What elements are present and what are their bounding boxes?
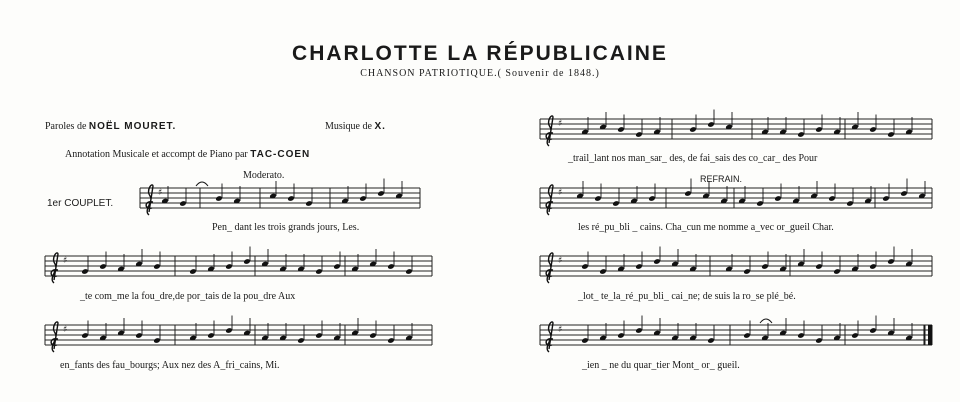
- treble-clef-icon: [546, 116, 553, 146]
- music-label: Musique de: [325, 121, 372, 132]
- fermata-icon: [760, 319, 772, 323]
- lyricist-name: NOËL MOURET.: [88, 121, 177, 132]
- final-barline: [928, 325, 932, 345]
- arranger-name: TAC-COEN: [250, 149, 311, 160]
- key-sharp-icon: ♯: [63, 325, 68, 335]
- song-subtitle: CHANSON PATRIOTIQUE.( Souvenir de 1848.): [360, 68, 600, 79]
- lyrics-line-4: _trail_lant nos man_sar_ des, de fai_sais des co_car_ des Pour: [568, 153, 818, 164]
- treble-clef-icon: [546, 253, 553, 283]
- key-sharp-icon: ♯: [158, 188, 163, 198]
- couplet-label: 1er COUPLET.: [47, 198, 114, 209]
- treble-clef-icon: [51, 253, 58, 283]
- lyrics-label: Paroles de: [45, 121, 87, 132]
- composer-name: X.: [374, 121, 386, 132]
- key-sharp-icon: ♯: [558, 119, 563, 129]
- treble-clef-icon: [546, 185, 553, 215]
- fermata-icon: [196, 182, 208, 186]
- lyrics-line-2: _te com_me la fou_dre,de por_tais de la pou_dre Aux: [80, 291, 296, 302]
- song-title: CHARLOTTE LA RÉPUBLICAINE: [292, 42, 668, 65]
- key-sharp-icon: ♯: [558, 188, 563, 198]
- lyrics-line-3: en_fants des fau_bourgs; Aux nez des A_fri_cains, Mi.: [60, 360, 280, 371]
- lyrics-line-7: _ien _ ne du quar_tier Mont_ or_ gueil.: [582, 360, 740, 371]
- key-sharp-icon: ♯: [558, 325, 563, 335]
- annotation-label: Annotation Musicale et accompt de Piano par: [65, 149, 248, 160]
- refrain-label: REFRAIN.: [700, 174, 743, 184]
- key-sharp-icon: ♯: [558, 256, 563, 266]
- treble-clef-icon: [146, 185, 153, 215]
- lyrics-line-5: les ré_pu_bli _ cains. Cha_cun me nomme a_vec or_gueil Char.: [578, 222, 834, 233]
- key-sharp-icon: ♯: [63, 256, 68, 266]
- lyrics-line-1: Pen_ dant les trois grands jours, Les.: [212, 222, 360, 233]
- lyrics-line-6: _lot_ te_la_ré_pu_bli_ cai_ne; de suis la ro_se plé_bé.: [578, 291, 796, 302]
- treble-clef-icon: [51, 322, 58, 352]
- tempo-marking: Moderato.: [243, 170, 285, 181]
- treble-clef-icon: [546, 322, 553, 352]
